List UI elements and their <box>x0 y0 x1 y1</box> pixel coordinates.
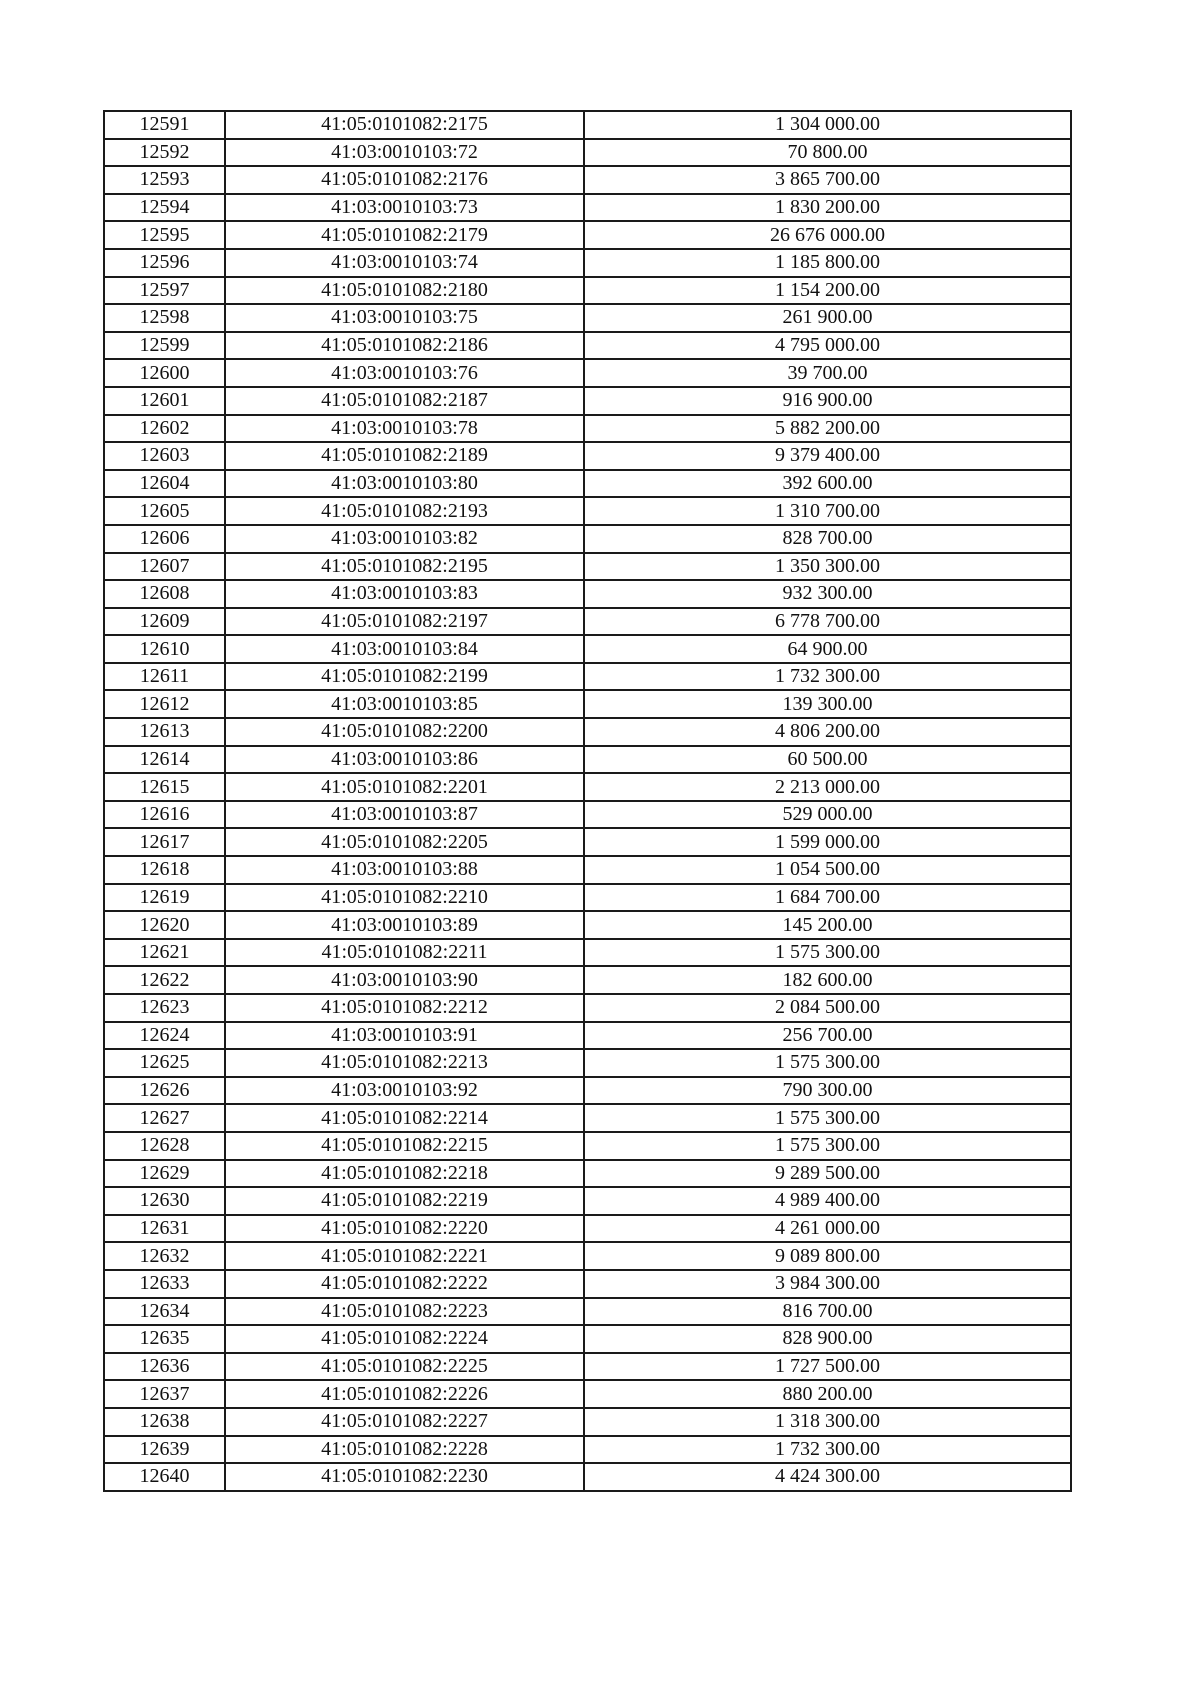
table-row <box>104 663 1071 691</box>
cadastral-value-cell: 1 575 300.00 <box>584 1132 1071 1160</box>
table-row <box>104 911 1071 939</box>
cadastral-value-cell: 1 684 700.00 <box>584 884 1071 912</box>
cadastral-value-table <box>103 110 1072 1492</box>
table-row <box>104 1215 1071 1243</box>
cadastral-value-cell: 828 700.00 <box>584 525 1071 553</box>
row-number-cell: 12603 <box>104 442 225 470</box>
row-number-cell: 12630 <box>104 1187 225 1215</box>
table-row <box>104 1408 1071 1436</box>
table-row <box>104 939 1071 967</box>
cadastral-number-cell: 41:05:0101082:2197 <box>225 608 584 636</box>
cadastral-number-cell: 41:03:0010103:80 <box>225 470 584 498</box>
row-number-cell: 12632 <box>104 1242 225 1270</box>
cadastral-number-cell: 41:05:0101082:2193 <box>225 497 584 525</box>
row-number-cell: 12595 <box>104 221 225 249</box>
table-row <box>104 608 1071 636</box>
table-row <box>104 580 1071 608</box>
cadastral-number-cell: 41:03:0010103:75 <box>225 304 584 332</box>
table-row <box>104 1022 1071 1050</box>
cadastral-number-cell: 41:05:0101082:2201 <box>225 773 584 801</box>
row-number-cell: 12615 <box>104 773 225 801</box>
row-number-cell: 12598 <box>104 304 225 332</box>
row-number-cell: 12634 <box>104 1298 225 1326</box>
row-number-cell: 12608 <box>104 580 225 608</box>
table-row <box>104 718 1071 746</box>
cadastral-number-cell: 41:05:0101082:2230 <box>225 1463 584 1491</box>
row-number-cell: 12628 <box>104 1132 225 1160</box>
cadastral-number-cell: 41:05:0101082:2225 <box>225 1353 584 1381</box>
cadastral-value-cell: 392 600.00 <box>584 470 1071 498</box>
row-number-cell: 12612 <box>104 690 225 718</box>
table-row <box>104 332 1071 360</box>
cadastral-value-cell: 1 154 200.00 <box>584 277 1071 305</box>
cadastral-number-cell: 41:05:0101082:2186 <box>225 332 584 360</box>
cadastral-value-cell: 1 304 000.00 <box>584 111 1071 139</box>
row-number-cell: 12617 <box>104 828 225 856</box>
cadastral-number-cell: 41:03:0010103:88 <box>225 856 584 884</box>
table-body <box>104 111 1071 1491</box>
table-row <box>104 1463 1071 1491</box>
table-row <box>104 194 1071 222</box>
cadastral-value-cell: 5 882 200.00 <box>584 415 1071 443</box>
cadastral-value-cell: 139 300.00 <box>584 690 1071 718</box>
table-row <box>104 415 1071 443</box>
cadastral-value-cell: 4 806 200.00 <box>584 718 1071 746</box>
cadastral-value-cell: 39 700.00 <box>584 359 1071 387</box>
cadastral-value-cell: 6 778 700.00 <box>584 608 1071 636</box>
table-row <box>104 304 1071 332</box>
table-row <box>104 1353 1071 1381</box>
cadastral-number-cell: 41:05:0101082:2195 <box>225 553 584 581</box>
cadastral-value-cell: 60 500.00 <box>584 746 1071 774</box>
table-row <box>104 1270 1071 1298</box>
row-number-cell: 12597 <box>104 277 225 305</box>
table-row <box>104 1187 1071 1215</box>
cadastral-number-cell: 41:05:0101082:2218 <box>225 1160 584 1188</box>
cadastral-number-cell: 41:05:0101082:2180 <box>225 277 584 305</box>
table-row <box>104 690 1071 718</box>
table-row <box>104 773 1071 801</box>
cadastral-number-cell: 41:03:0010103:87 <box>225 801 584 829</box>
cadastral-number-cell: 41:03:0010103:90 <box>225 966 584 994</box>
cadastral-value-cell: 1 732 300.00 <box>584 1436 1071 1464</box>
cadastral-value-cell: 1 575 300.00 <box>584 939 1071 967</box>
row-number-cell: 12594 <box>104 194 225 222</box>
table-row <box>104 1436 1071 1464</box>
row-number-cell: 12605 <box>104 497 225 525</box>
cadastral-value-cell: 1 575 300.00 <box>584 1049 1071 1077</box>
row-number-cell: 12637 <box>104 1380 225 1408</box>
row-number-cell: 12601 <box>104 387 225 415</box>
cadastral-value-cell: 1 727 500.00 <box>584 1353 1071 1381</box>
table-row <box>104 442 1071 470</box>
cadastral-value-cell: 1 310 700.00 <box>584 497 1071 525</box>
cadastral-value-cell: 26 676 000.00 <box>584 221 1071 249</box>
cadastral-value-cell: 9 379 400.00 <box>584 442 1071 470</box>
cadastral-value-cell: 4 424 300.00 <box>584 1463 1071 1491</box>
row-number-cell: 12592 <box>104 139 225 167</box>
cadastral-number-cell: 41:05:0101082:2179 <box>225 221 584 249</box>
table-row <box>104 801 1071 829</box>
row-number-cell: 12639 <box>104 1436 225 1464</box>
cadastral-number-cell: 41:05:0101082:2213 <box>225 1049 584 1077</box>
cadastral-value-cell: 2 213 000.00 <box>584 773 1071 801</box>
cadastral-value-cell: 4 261 000.00 <box>584 1215 1071 1243</box>
table-row <box>104 966 1071 994</box>
row-number-cell: 12627 <box>104 1104 225 1132</box>
cadastral-number-cell: 41:05:0101082:2187 <box>225 387 584 415</box>
cadastral-value-cell: 2 084 500.00 <box>584 994 1071 1022</box>
table-row <box>104 994 1071 1022</box>
table-row <box>104 277 1071 305</box>
cadastral-number-cell: 41:03:0010103:89 <box>225 911 584 939</box>
row-number-cell: 12593 <box>104 166 225 194</box>
cadastral-number-cell: 41:05:0101082:2176 <box>225 166 584 194</box>
cadastral-number-cell: 41:05:0101082:2215 <box>225 1132 584 1160</box>
cadastral-number-cell: 41:05:0101082:2189 <box>225 442 584 470</box>
cadastral-number-cell: 41:05:0101082:2227 <box>225 1408 584 1436</box>
cadastral-value-cell: 1 185 800.00 <box>584 249 1071 277</box>
row-number-cell: 12618 <box>104 856 225 884</box>
row-number-cell: 12596 <box>104 249 225 277</box>
cadastral-number-cell: 41:03:0010103:91 <box>225 1022 584 1050</box>
cadastral-number-cell: 41:05:0101082:2224 <box>225 1325 584 1353</box>
cadastral-value-cell: 1 350 300.00 <box>584 553 1071 581</box>
cadastral-value-cell: 9 089 800.00 <box>584 1242 1071 1270</box>
cadastral-number-cell: 41:05:0101082:2210 <box>225 884 584 912</box>
cadastral-number-cell: 41:05:0101082:2228 <box>225 1436 584 1464</box>
table-row <box>104 1380 1071 1408</box>
cadastral-value-cell: 916 900.00 <box>584 387 1071 415</box>
row-number-cell: 12626 <box>104 1077 225 1105</box>
cadastral-value-cell: 4 795 000.00 <box>584 332 1071 360</box>
row-number-cell: 12611 <box>104 663 225 691</box>
table-row <box>104 1298 1071 1326</box>
cadastral-number-cell: 41:05:0101082:2212 <box>225 994 584 1022</box>
cadastral-value-cell: 1 318 300.00 <box>584 1408 1071 1436</box>
cadastral-number-cell: 41:03:0010103:92 <box>225 1077 584 1105</box>
cadastral-number-cell: 41:05:0101082:2175 <box>225 111 584 139</box>
cadastral-value-cell: 1 830 200.00 <box>584 194 1071 222</box>
cadastral-number-cell: 41:03:0010103:82 <box>225 525 584 553</box>
row-number-cell: 12599 <box>104 332 225 360</box>
table-row <box>104 497 1071 525</box>
cadastral-value-cell: 9 289 500.00 <box>584 1160 1071 1188</box>
cadastral-number-cell: 41:05:0101082:2214 <box>225 1104 584 1132</box>
cadastral-number-cell: 41:03:0010103:86 <box>225 746 584 774</box>
cadastral-value-cell: 1 732 300.00 <box>584 663 1071 691</box>
row-number-cell: 12600 <box>104 359 225 387</box>
cadastral-number-cell: 41:05:0101082:2220 <box>225 1215 584 1243</box>
table-row <box>104 1132 1071 1160</box>
table-row <box>104 139 1071 167</box>
cadastral-number-cell: 41:03:0010103:78 <box>225 415 584 443</box>
table-row <box>104 111 1071 139</box>
cadastral-value-cell: 1 054 500.00 <box>584 856 1071 884</box>
row-number-cell: 12620 <box>104 911 225 939</box>
cadastral-number-cell: 41:05:0101082:2222 <box>225 1270 584 1298</box>
row-number-cell: 12640 <box>104 1463 225 1491</box>
cadastral-value-cell: 1 575 300.00 <box>584 1104 1071 1132</box>
row-number-cell: 12621 <box>104 939 225 967</box>
cadastral-value-cell: 932 300.00 <box>584 580 1071 608</box>
cadastral-value-cell: 70 800.00 <box>584 139 1071 167</box>
table-row <box>104 470 1071 498</box>
cadastral-value-cell: 261 900.00 <box>584 304 1071 332</box>
cadastral-value-cell: 256 700.00 <box>584 1022 1071 1050</box>
table-row <box>104 884 1071 912</box>
table-row <box>104 525 1071 553</box>
cadastral-number-cell: 41:03:0010103:84 <box>225 635 584 663</box>
table-row <box>104 1077 1071 1105</box>
row-number-cell: 12638 <box>104 1408 225 1436</box>
table-row <box>104 249 1071 277</box>
row-number-cell: 12591 <box>104 111 225 139</box>
cadastral-number-cell: 41:05:0101082:2219 <box>225 1187 584 1215</box>
cadastral-value-cell: 182 600.00 <box>584 966 1071 994</box>
row-number-cell: 12606 <box>104 525 225 553</box>
row-number-cell: 12623 <box>104 994 225 1022</box>
row-number-cell: 12616 <box>104 801 225 829</box>
cadastral-number-cell: 41:05:0101082:2223 <box>225 1298 584 1326</box>
cadastral-value-cell: 880 200.00 <box>584 1380 1071 1408</box>
cadastral-number-cell: 41:05:0101082:2199 <box>225 663 584 691</box>
cadastral-number-cell: 41:03:0010103:72 <box>225 139 584 167</box>
table-row <box>104 746 1071 774</box>
cadastral-value-cell: 64 900.00 <box>584 635 1071 663</box>
cadastral-number-cell: 41:05:0101082:2200 <box>225 718 584 746</box>
row-number-cell: 12614 <box>104 746 225 774</box>
cadastral-number-cell: 41:05:0101082:2226 <box>225 1380 584 1408</box>
row-number-cell: 12613 <box>104 718 225 746</box>
cadastral-value-cell: 1 599 000.00 <box>584 828 1071 856</box>
table-row <box>104 387 1071 415</box>
table-row <box>104 553 1071 581</box>
cadastral-value-cell: 3 984 300.00 <box>584 1270 1071 1298</box>
cadastral-number-cell: 41:05:0101082:2221 <box>225 1242 584 1270</box>
row-number-cell: 12609 <box>104 608 225 636</box>
table-row <box>104 856 1071 884</box>
row-number-cell: 12633 <box>104 1270 225 1298</box>
cadastral-number-cell: 41:03:0010103:74 <box>225 249 584 277</box>
table-row <box>104 1325 1071 1353</box>
row-number-cell: 12607 <box>104 553 225 581</box>
cadastral-number-cell: 41:03:0010103:76 <box>225 359 584 387</box>
cadastral-value-cell: 145 200.00 <box>584 911 1071 939</box>
table-row <box>104 221 1071 249</box>
row-number-cell: 12622 <box>104 966 225 994</box>
cadastral-number-cell: 41:05:0101082:2205 <box>225 828 584 856</box>
cadastral-value-cell: 816 700.00 <box>584 1298 1071 1326</box>
cadastral-value-cell: 790 300.00 <box>584 1077 1071 1105</box>
row-number-cell: 12635 <box>104 1325 225 1353</box>
cadastral-number-cell: 41:03:0010103:73 <box>225 194 584 222</box>
row-number-cell: 12625 <box>104 1049 225 1077</box>
cadastral-value-cell: 3 865 700.00 <box>584 166 1071 194</box>
cadastral-number-cell: 41:03:0010103:83 <box>225 580 584 608</box>
table-row <box>104 1104 1071 1132</box>
row-number-cell: 12602 <box>104 415 225 443</box>
table-row <box>104 1160 1071 1188</box>
cadastral-number-cell: 41:05:0101082:2211 <box>225 939 584 967</box>
table-row <box>104 828 1071 856</box>
cadastral-value-cell: 529 000.00 <box>584 801 1071 829</box>
row-number-cell: 12624 <box>104 1022 225 1050</box>
row-number-cell: 12631 <box>104 1215 225 1243</box>
row-number-cell: 12604 <box>104 470 225 498</box>
table-row <box>104 635 1071 663</box>
table-row <box>104 1049 1071 1077</box>
cadastral-value-cell: 828 900.00 <box>584 1325 1071 1353</box>
cadastral-value-cell: 4 989 400.00 <box>584 1187 1071 1215</box>
table-row <box>104 359 1071 387</box>
row-number-cell: 12636 <box>104 1353 225 1381</box>
row-number-cell: 12610 <box>104 635 225 663</box>
row-number-cell: 12619 <box>104 884 225 912</box>
table-row <box>104 166 1071 194</box>
cadastral-number-cell: 41:03:0010103:85 <box>225 690 584 718</box>
row-number-cell: 12629 <box>104 1160 225 1188</box>
table-row <box>104 1242 1071 1270</box>
